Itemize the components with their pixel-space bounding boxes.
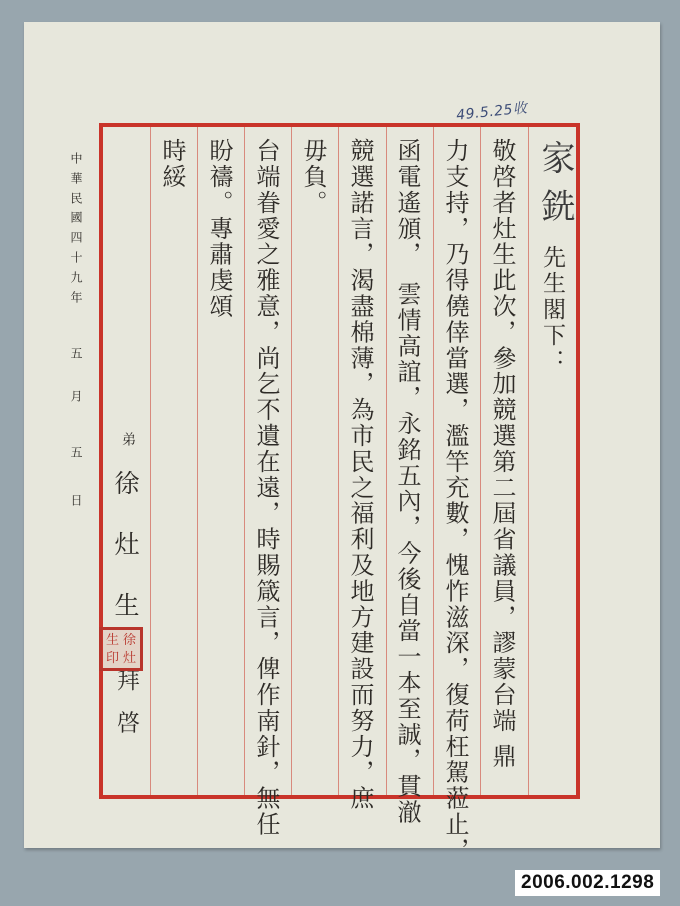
body-column-5: 毋負。 bbox=[299, 138, 327, 216]
signature-closing: 拜 啓 bbox=[113, 668, 139, 740]
seal-char: 生 bbox=[106, 633, 120, 648]
date-char: 五 bbox=[69, 446, 83, 461]
body-column-2: 力支持，乃得僥倖當選，濫竿充數，愧怍滋深，復荷枉駕蒞止， bbox=[441, 138, 469, 864]
column-rule bbox=[244, 127, 245, 795]
column-rule bbox=[528, 127, 529, 795]
column-rule bbox=[291, 127, 292, 795]
date-char: 四 bbox=[69, 231, 83, 246]
signature-name: 徐 灶 生 bbox=[111, 470, 140, 631]
date-char: 民 bbox=[69, 191, 83, 206]
date-char: 月 bbox=[69, 390, 83, 405]
date-char: 日 bbox=[69, 494, 83, 509]
date-char: 中 bbox=[69, 152, 83, 166]
catalog-number-label: 2006.002.1298 bbox=[515, 870, 660, 896]
body-column-1: 敬啓者灶生此次，參加競選第二屆省議員，謬蒙台端 鼎 bbox=[488, 138, 516, 770]
salutation: 先生閣下： bbox=[539, 245, 565, 375]
date-line bbox=[70, 152, 82, 508]
seal-char: 印 bbox=[106, 651, 120, 666]
column-rule bbox=[480, 127, 481, 795]
column-rule bbox=[386, 127, 387, 795]
date-char: 年 bbox=[69, 290, 83, 305]
column-rule bbox=[197, 127, 198, 795]
body-column-4: 競選諾言，渴盡棉薄，為市民之福利及地方建設而努力，庶 bbox=[346, 138, 374, 812]
column-rule bbox=[338, 127, 339, 795]
seal-char: 徐 bbox=[122, 633, 136, 648]
column-rule bbox=[433, 127, 434, 795]
date-char: 國 bbox=[69, 211, 83, 226]
date-char: 十 bbox=[69, 251, 83, 266]
seal-char: 灶 bbox=[122, 651, 136, 666]
date-char: 華 bbox=[69, 171, 83, 186]
date-char: 五 bbox=[69, 346, 83, 361]
recipient-name: 家銑 bbox=[535, 140, 575, 236]
received-date-annotation: 49.5.25收 bbox=[455, 100, 529, 124]
signature-prefix: 弟 bbox=[120, 432, 136, 446]
red-seal-stamp bbox=[99, 627, 143, 671]
closing-greeting: 時綏 bbox=[158, 138, 186, 190]
column-rule bbox=[150, 127, 151, 795]
date-char: 九 bbox=[69, 270, 83, 285]
body-column-3: 函電遙頒， 雲情高誼，永銘五內，今後自當一本至誠，貫澈 bbox=[393, 138, 421, 826]
body-column-7: 盼禱。專肅虔頌 bbox=[205, 138, 233, 320]
body-column-6: 台端眷愛之雅意，尚乞不遺在遠，時賜箴言，俾作南針，無任 bbox=[252, 138, 280, 838]
